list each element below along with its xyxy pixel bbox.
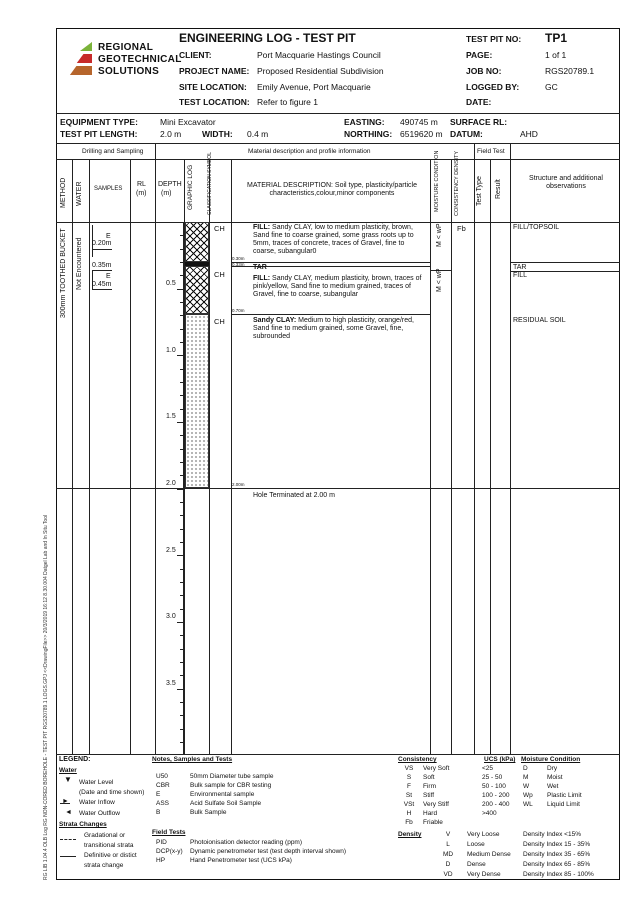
legend-strata-item: transitional strata: [84, 842, 134, 849]
method-value: 300mm TOOTHED BUCKET: [60, 228, 67, 318]
legend-water-item: Water Level: [79, 779, 114, 786]
depth-tick: [177, 422, 183, 423]
depth-label: 2.0: [166, 480, 176, 487]
field-test-group-header: Field Test: [477, 148, 505, 155]
consistency-name: Stiff: [423, 792, 435, 799]
legend-title: LEGEND:: [59, 756, 91, 763]
field-test-desc: Dynamic penetrometer test (test depth interval shown): [190, 848, 347, 855]
moisture-code: D: [523, 765, 528, 772]
equipment-label: EQUIPMENT TYPE:: [60, 117, 138, 127]
depth-tick: [180, 502, 183, 503]
structure-note: FILL: [513, 272, 528, 279]
col-line: [474, 159, 475, 754]
stratum-description: TAR: [253, 264, 267, 271]
depth-tick: [180, 675, 183, 676]
ucs-range: 100 - 200: [482, 792, 510, 799]
depth-tick: [180, 315, 183, 316]
divider: [155, 143, 156, 159]
easting-value: 490745 m: [400, 117, 438, 127]
side-file-path: RG LIB 1.04.4 OLB Log RG NON-CORED BOREHOLE - TEST PIT RGS20789.1 LOGS.GPJ <<DrawingFile>> 20/3/2019 16:12 8.30.004 Datgel Lab and In Situ Tool: [43, 514, 49, 880]
field-test-desc: Photoionisation detector reading (ppm): [190, 839, 303, 846]
field-test-code: PID: [156, 839, 167, 846]
divider: [510, 143, 511, 159]
depth-label: 2.5: [166, 547, 176, 554]
page-value: 1 of 1: [545, 50, 567, 60]
consistency-value: Fb: [457, 224, 466, 233]
sample-line: [92, 289, 112, 290]
company-name-2: GEOTECHNICAL: [98, 54, 182, 65]
density-code: VD: [443, 871, 453, 878]
depth-tick: [180, 649, 183, 650]
legend-water-title: Water: [59, 767, 77, 774]
stratum-description: FILL: Sandy CLAY, medium plasticity, brown, traces of pink/yellow, Sand fine to medium grained, traces of Gravel, fine to coarse, subangular: [253, 275, 422, 299]
note-code: CBR: [156, 782, 170, 789]
note-desc: 50mm Diameter tube sample: [190, 773, 274, 780]
moisture-code: Wp: [523, 792, 533, 799]
project-label: PROJECT NAME:: [179, 66, 250, 76]
water-inflow-line: [60, 803, 70, 804]
density-name: Medium Dense: [467, 851, 511, 858]
sample-depth: 0.35m: [92, 262, 112, 269]
note-desc: Bulk Sample: [190, 809, 227, 816]
col-line: [89, 159, 90, 754]
hole-terminated-note: Hole Terminated at 2.00 m: [253, 492, 335, 499]
consistency-code: St: [405, 792, 413, 799]
col-line: [72, 159, 73, 754]
legend-water-item: (Date and time shown): [79, 789, 145, 796]
note-code: ASS: [156, 800, 170, 807]
date-label: DATE:: [466, 97, 492, 107]
northing-label: NORTHING:: [344, 129, 393, 139]
company-name-3: SOLUTIONS: [98, 66, 160, 77]
company-name-1: REGIONAL: [98, 42, 154, 53]
density-title: Density: [398, 831, 422, 838]
client-value: Port Macquarie Hastings Council: [257, 50, 381, 60]
test-location-label: TEST LOCATION:: [179, 97, 250, 107]
depth-tick: [180, 595, 183, 596]
boundary-depth: 0.33m: [232, 262, 245, 267]
legend-strata-item: Gradational or: [84, 832, 126, 839]
divider: [56, 222, 620, 223]
sample-line: [92, 249, 112, 250]
northing-value: 6519620 m: [400, 129, 443, 139]
moisture-name: Moist: [547, 774, 563, 781]
depth-tick: [180, 409, 183, 410]
depth-tick: [180, 569, 183, 570]
depth-tick: [180, 582, 183, 583]
divider: [56, 113, 620, 114]
notes-title: Notes, Samples and Tests: [152, 756, 233, 763]
ucs-range: 50 - 100: [482, 783, 506, 790]
length-value: 2.0 m: [160, 129, 182, 139]
field-test-code: HP: [156, 857, 166, 864]
structure-header: Structure and additional observations: [529, 175, 603, 191]
note-code: E: [156, 791, 161, 798]
depth-tick: [180, 515, 183, 516]
sample-line: [92, 270, 112, 271]
class-symbol: CH: [214, 224, 225, 233]
depth-tick: [180, 449, 183, 450]
col-line: [490, 159, 491, 754]
consistency-name: Very Stiff: [423, 801, 449, 808]
water-value: Not Encountered: [76, 237, 83, 290]
class-symbol: CH: [214, 317, 225, 326]
ucs-title: UCS (kPa): [484, 756, 516, 763]
water-outflow-icon: ◄: [65, 809, 72, 816]
depth-tick: [180, 329, 183, 330]
moisture-code: WL: [523, 801, 533, 808]
note-desc: Acid Sulfate Soil Sample: [190, 800, 262, 807]
density-index: Density Index <15%: [523, 831, 581, 838]
easting-label: EASTING:: [344, 117, 385, 127]
density-code: L: [446, 841, 450, 848]
moisture-code: M: [523, 774, 529, 781]
moisture-value: M < wP: [436, 268, 443, 292]
density-name: Very Loose: [467, 831, 500, 838]
legend-strata-title: Strata Changes: [59, 821, 107, 828]
divider: [56, 159, 620, 160]
boundary-depth: 2.00m: [232, 482, 245, 487]
depth-tick: [180, 529, 183, 530]
width-label: WIDTH:: [202, 129, 233, 139]
boundary-depth: 0.70m: [232, 308, 245, 313]
depth-label: 3.0: [166, 613, 176, 620]
site-value: Emily Avenue, Port Macquarie: [257, 82, 371, 92]
test-type-header: Test Type: [476, 176, 483, 206]
divider: [56, 754, 620, 755]
water-header: WATER: [76, 181, 83, 206]
col-line: [130, 159, 131, 754]
ucs-range: >400: [482, 810, 497, 817]
graphic-log-header: GRAPHIC LOG: [187, 164, 194, 210]
structure-line: [510, 262, 620, 263]
length-label: TEST PIT LENGTH:: [60, 129, 138, 139]
depth-tick: [177, 289, 183, 290]
width-value: 0.4 m: [247, 129, 269, 139]
depth-tick: [180, 235, 183, 236]
field-test-desc: Hand Penetrometer test (UCS kPa): [190, 857, 292, 864]
logged-by-value: GC: [545, 82, 558, 92]
depth-tick: [180, 369, 183, 370]
class-symbol: CH: [214, 270, 225, 279]
consistency-name: Firm: [423, 783, 436, 790]
page-label: PAGE:: [466, 50, 493, 60]
stratum-boundary: [231, 262, 430, 263]
depth-tick: [180, 435, 183, 436]
density-index: Density Index 85 - 100%: [523, 871, 594, 878]
note-code: U50: [156, 773, 168, 780]
depth-tick: [180, 729, 183, 730]
method-header: METHOD: [60, 177, 67, 208]
sample-type: E: [106, 273, 111, 280]
depth-tick: [177, 489, 183, 490]
moisture-code: W: [523, 783, 530, 790]
depth-tick: [177, 689, 183, 690]
depth-tick: [180, 249, 183, 250]
depth-tick: [180, 475, 183, 476]
moisture-name: Plastic Limit: [547, 792, 582, 799]
surface-rl-label: SURFACE RL:: [450, 117, 508, 127]
legend-strata-item: strata change: [84, 862, 124, 869]
consistency-name: Hard: [423, 810, 438, 817]
depth-tick: [180, 262, 183, 263]
water-level-icon: ▼: [64, 775, 72, 784]
density-index: Density Index 15 - 35%: [523, 841, 591, 848]
moisture-title: Moisture Condition: [521, 756, 581, 763]
consistency-code: H: [406, 810, 412, 817]
definitive-line: [60, 856, 76, 857]
density-code: V: [445, 831, 451, 838]
test-location-value: Refer to figure 1: [257, 97, 318, 107]
consistency-code: VSt: [403, 801, 415, 808]
field-tests-title: Field Tests: [152, 829, 186, 836]
sample-type: E: [106, 233, 111, 240]
note-desc: Bulk sample for CBR testing: [190, 782, 272, 789]
legend-strata-item: Definitive or distict: [84, 852, 137, 859]
page-title: ENGINEERING LOG - TEST PIT: [179, 31, 356, 45]
depth-label: 0.5: [166, 280, 176, 287]
depth-tick: [180, 635, 183, 636]
density-name: Very Dense: [467, 871, 501, 878]
material-group-header: Material description and profile information: [248, 148, 371, 155]
consistency-code: VS: [404, 765, 414, 772]
depth-label: 3.5: [166, 680, 176, 687]
depth-tick: [180, 462, 183, 463]
depth-label: 1.5: [166, 413, 176, 420]
density-index: Density Index 35 - 65%: [523, 851, 591, 858]
equipment-value: Mini Excavator: [160, 117, 216, 127]
depth-tick: [177, 622, 183, 623]
consistency-code: S: [406, 774, 412, 781]
depth-unit: (m): [161, 190, 172, 197]
ucs-range: <25: [482, 765, 494, 772]
consistency-title: Consistency: [398, 756, 437, 763]
structure-note: TAR: [513, 264, 527, 271]
consistency-code: F: [407, 783, 411, 790]
log-frame: [56, 28, 620, 880]
depth-axis: [183, 222, 184, 754]
classification-header: CLASSIFICATION SYMBOL: [207, 152, 213, 215]
depth-tick: [180, 342, 183, 343]
depth-tick: [180, 609, 183, 610]
client-label: CLIENT:: [179, 50, 212, 60]
gradational-line: [60, 839, 76, 840]
graphic-fill-1: [185, 222, 209, 262]
density-index: Density Index 65 - 85%: [523, 861, 591, 868]
note-desc: Environmental sample: [190, 791, 255, 798]
col-line: [209, 159, 210, 754]
consistency-code: Fb: [405, 819, 413, 826]
col-line: [451, 159, 452, 754]
depth-tick: [180, 275, 183, 276]
moisture-name: Liquid Limit: [547, 801, 580, 808]
moisture-name: Dry: [547, 765, 558, 772]
graphic-fill-2: [185, 266, 209, 314]
material-description-header: MATERIAL DESCRIPTION: Soil type, plasticity/particle characteristics,colour,minor components: [247, 182, 417, 198]
structure-note: FILL/TOPSOIL: [513, 224, 560, 231]
ucs-range: 25 - 50: [482, 774, 503, 781]
depth-tick: [180, 662, 183, 663]
stratum-description: Sandy CLAY: Medium to high plasticity, orange/red, Sand fine to medium grained, some Gravel, fine, subrounded: [253, 317, 414, 341]
moisture-value: M < wP: [436, 223, 443, 247]
logged-by-label: LOGGED BY:: [466, 82, 520, 92]
boundary-depth: 0.30m: [232, 256, 245, 261]
stratum-description: FILL: Sandy CLAY, low to medium plasticity, brown, Sand fine to coarse grained, some grass roots up to 5mm, traces of concrete, traces of Gravel, fine to coarse, subangular0: [253, 224, 414, 256]
rl-header: RL: [137, 181, 146, 188]
test-pit-label: TEST PIT NO:: [466, 34, 522, 44]
depth-tick: [180, 542, 183, 543]
consistency-name: Very Soft: [423, 765, 450, 772]
depth-tick: [180, 382, 183, 383]
consistency-name: Soft: [423, 774, 435, 781]
col-line: [430, 159, 431, 754]
test-pit-no: TP1: [545, 31, 568, 45]
depth-tick: [180, 702, 183, 703]
divider: [474, 143, 475, 159]
moisture-name: Wet: [547, 783, 559, 790]
legend-water-item: Water Outflow: [79, 810, 120, 817]
note-code: B: [156, 809, 161, 816]
job-value: RGS20789.1: [545, 66, 595, 76]
depth-tick: [177, 355, 183, 356]
col-line: [231, 159, 232, 754]
density-name: Loose: [467, 841, 485, 848]
field-test-code: DCP(x-y): [156, 848, 183, 855]
depth-tick: [180, 742, 183, 743]
datum-value: AHD: [520, 129, 538, 139]
datum-label: DATUM:: [450, 129, 483, 139]
depth-tick: [180, 302, 183, 303]
density-code: MD: [442, 851, 454, 858]
consistency-header: CONSISTENCY DENSITY: [454, 151, 460, 216]
result-header: Result: [495, 179, 502, 199]
depth-tick: [177, 555, 183, 556]
depth-tick: [180, 395, 183, 396]
stratum-boundary: [231, 314, 430, 315]
project-value: Proposed Residential Subdivision: [257, 66, 384, 76]
end-of-hole-line: [56, 488, 620, 489]
depth-label: 1.0: [166, 347, 176, 354]
ucs-range: 200 - 400: [482, 801, 510, 808]
density-name: Dense: [467, 861, 486, 868]
moisture-header: MOISTURE CONDITION: [434, 150, 440, 212]
drilling-group-header: Drilling and Sampling: [82, 148, 144, 155]
graphic-clay: [185, 314, 209, 488]
structure-note: RESIDUAL SOIL: [513, 317, 566, 324]
depth-header: DEPTH: [158, 181, 182, 188]
density-code: D: [445, 861, 451, 868]
site-label: SITE LOCATION:: [179, 82, 247, 92]
sample-depth: 0.20m: [92, 240, 112, 247]
samples-header: SAMPLES: [94, 186, 123, 192]
water-inflow-icon: ►: [62, 798, 69, 805]
legend-water-item: Water Inflow: [79, 799, 115, 806]
divider: [56, 143, 620, 144]
depth-tick: [180, 715, 183, 716]
col-line: [155, 159, 156, 754]
rl-unit: (m): [136, 190, 147, 197]
col-line: [510, 159, 511, 754]
consistency-name: Friable: [423, 819, 443, 826]
sample-depth: 0.45m: [92, 281, 112, 288]
job-label: JOB NO:: [466, 66, 502, 76]
